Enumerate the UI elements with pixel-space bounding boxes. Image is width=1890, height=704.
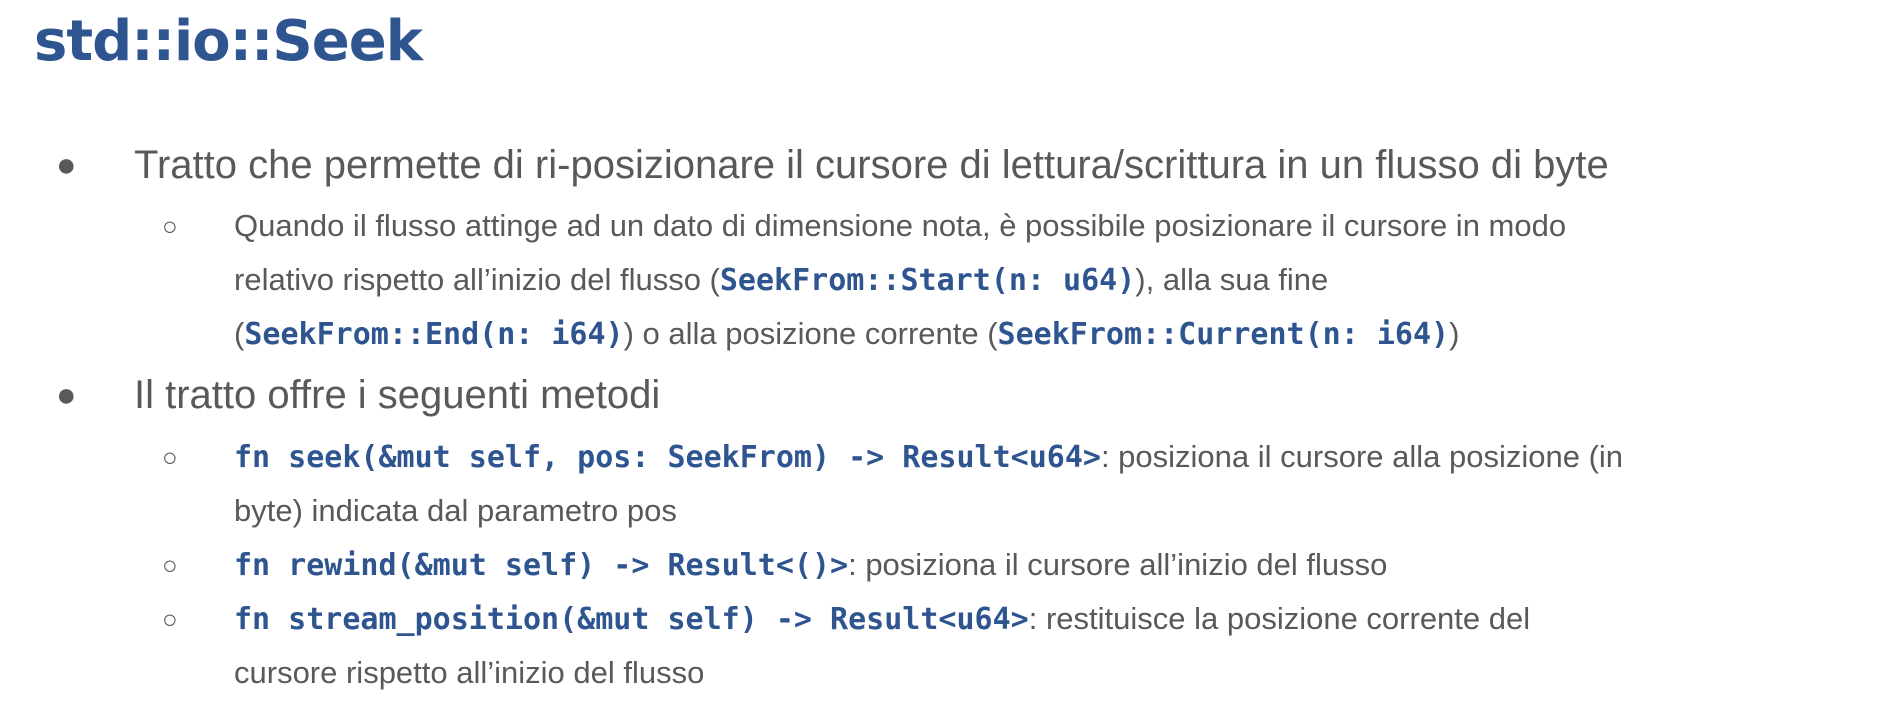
code-seekfrom-current: SeekFrom::Current(n: i64) xyxy=(997,317,1450,352)
method-line xyxy=(234,430,1864,485)
bullet-circle-icon: ○ xyxy=(162,442,178,472)
code-seekfrom-start: SeekFrom::Start(n: u64) xyxy=(719,263,1136,298)
method-description: : posiziona il cursore all’inizio del flusso xyxy=(848,547,1388,582)
method-description: byte) indicata dal parametro pos xyxy=(234,493,677,528)
slide-title: std::io::Seek xyxy=(34,9,422,74)
method-description: cursore rispetto all’inizio del flusso xyxy=(234,655,705,690)
bullet-text: Tratto che permette di ri-posizionare il cursore di lettura/scrittura in un flusso di byte xyxy=(134,143,1609,187)
plain-text: ( xyxy=(234,316,245,351)
bullet-text: Il tratto offre i seguenti metodi xyxy=(134,373,661,417)
plain-text: ) o alla posizione corrente ( xyxy=(623,316,998,351)
code-seekfrom-end: SeekFrom::End(n: i64) xyxy=(244,317,624,352)
bullet-dot-icon: ● xyxy=(56,146,77,184)
bullet-dot-icon: ● xyxy=(56,376,77,414)
code-stream-position-signature: fn stream_position(&mut self) -> Result<u64> xyxy=(234,602,1029,637)
method-description: : restituisce la posizione corrente del xyxy=(1028,601,1531,636)
sub-bullet-line: Quando il flusso attinge ad un dato di dimensione nota, è possibile posizionare il cursore in modo xyxy=(234,208,1567,243)
plain-text: relativo rispetto all’inizio del flusso ( xyxy=(234,262,720,297)
sub-bullet-line xyxy=(234,307,1864,362)
method-line xyxy=(234,538,1864,593)
bullet-circle-icon: ○ xyxy=(162,604,178,634)
plain-text: ) xyxy=(1449,316,1460,351)
code-rewind-signature: fn rewind(&mut self) -> Result<()> xyxy=(234,548,849,583)
method-line xyxy=(234,592,1864,647)
sub-bullet-line xyxy=(234,253,1864,308)
bullet-circle-icon: ○ xyxy=(162,550,178,580)
plain-text: ), alla sua fine xyxy=(1135,262,1329,297)
method-description: : posiziona il cursore alla posizione (in xyxy=(1100,439,1624,474)
bullet-circle-icon: ○ xyxy=(162,211,178,241)
code-seek-signature: fn seek(&mut self, pos: SeekFrom) -> Result<u64> xyxy=(234,440,1101,475)
